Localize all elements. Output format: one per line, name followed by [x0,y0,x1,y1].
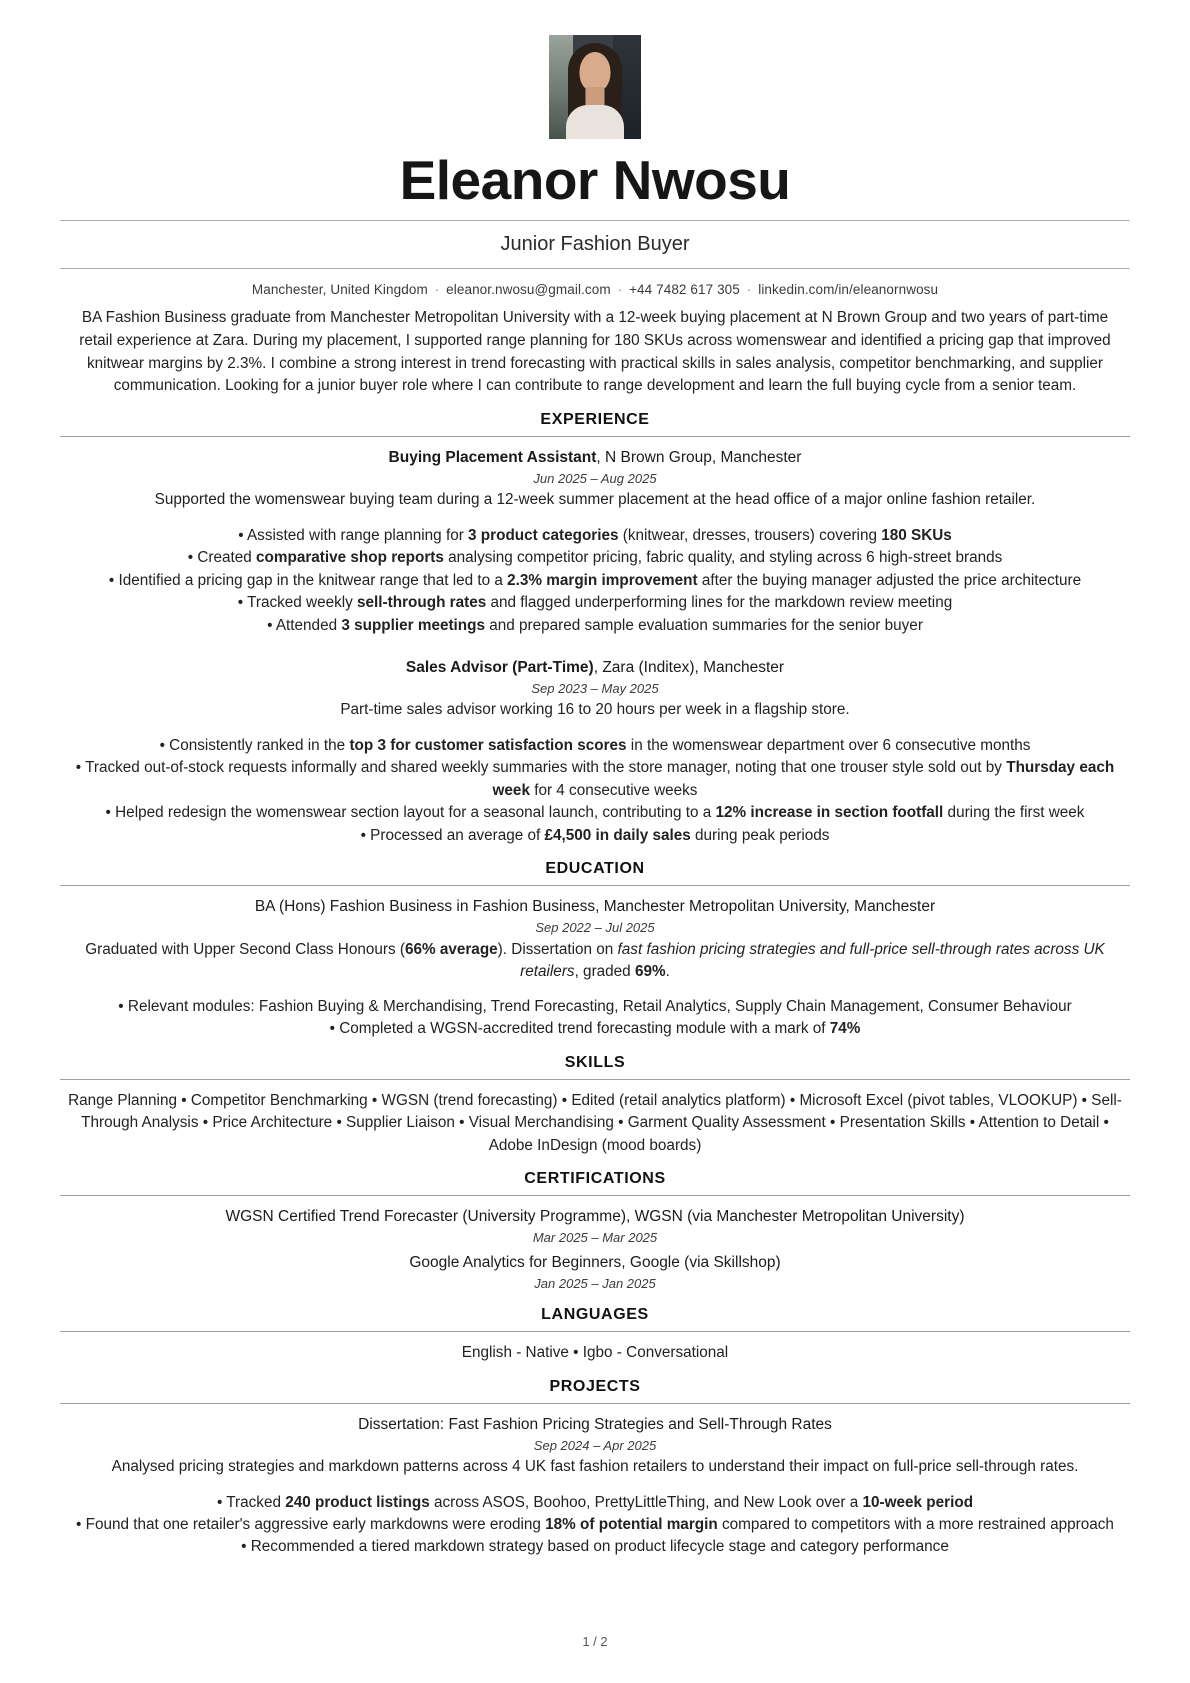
certification-entry [60,1206,1130,1248]
section-rule-certifications [60,1195,1130,1196]
experience-bullets [60,735,1130,847]
list-item: • Recommended a tiered markdown strategy based on product lifecycle stage and category performance [241,1538,949,1556]
project-bullets [60,1492,1130,1559]
project-entry [60,1414,1130,1559]
contact-separator-2: · [617,282,623,298]
experience-company: , N Brown Group, Manchester [596,448,802,466]
professional-summary: BA Fashion Business graduate from Manchester Metropolitan University with a 12-week buying placement at N Brown Group and two years of part-time retail experience at Zara. During my placement, I supported range planning for 180 SKUs across womenswear and identified a pricing gap that improved knitwear margins by 2.3%. I combine a strong interest in trend forecasting with practical skills in sales analysis, competitor benchmarking, and supplier communication. Looking for a junior buyer role where I can contribute to range development and learn the full buying cycle from a senior team. [79,309,1111,395]
section-heading-experience: EXPERIENCE [540,410,650,428]
page-indicator: 1 / 2 [582,1634,608,1649]
section-rule-experience [60,436,1130,437]
list-item: • Tracked 240 product listings across ASOS, Boohoo, PrettyLittleThing, and New Look over a 10-week period [216,1493,974,1511]
contact-location: Manchester, United Kingdom [251,282,428,298]
contact-separator-3: · [746,282,752,298]
languages-list: English - Native • Igbo - Conversational [461,1344,729,1362]
list-item: • Tracked weekly sell-through rates and flagged underperforming lines for the markdown review meeting [237,594,953,612]
education-bullets [60,996,1130,1041]
job-headline: Junior Fashion Buyer [500,233,690,256]
experience-entry [60,657,1130,847]
list-item: • Attended 3 supplier meetings and prepared sample evaluation summaries for the senior buyer [267,616,923,634]
experience-description: Part-time sales advisor working 16 to 20 hours per week in a flagship store. [340,701,850,719]
photo-face [580,52,611,92]
section-heading-education: EDUCATION [545,860,645,878]
experience-bullets [60,525,1130,637]
certification-name: WGSN Certified Trend Forecaster (University Programme), WGSN (via Manchester Metropolitan University) [225,1208,965,1226]
list-item: • Consistently ranked in the top 3 for customer satisfaction scores in the womenswear department over 6 consecutive months [159,736,1031,754]
list-item: • Processed an average of £4,500 in daily sales during peak periods [360,826,830,844]
contact-email[interactable]: eleanor.nwosu@gmail.com [446,282,611,298]
experience-entry [60,447,1130,637]
education-description: Graduated with Upper Second Class Honours (66% average). Dissertation on fast fashion pricing strategies and full-price sell-through rates across UK retailers, graded 69%. [85,940,1105,980]
experience-dates: Sep 2023 – May 2025 [531,680,659,696]
list-item: • Tracked out-of-stock requests informally and shared weekly summaries with the store manager, noting that one trouser style sold out by Thursday each week for 4 consecutive weeks [75,759,1115,799]
section-rule-languages [60,1331,1130,1332]
contact-phone[interactable]: +44 7482 617 305 [629,282,740,298]
section-rule-projects [60,1403,1130,1404]
spacer [60,641,1130,657]
education-degree: BA (Hons) Fashion Business in Fashion Business, Manchester Metropolitan University, Manchester [254,898,936,916]
list-item: • Helped redesign the womenswear section layout for a seasonal launch, contributing to a 12% increase in section footfall during the first week [105,804,1085,822]
section-heading-languages: LANGUAGES [541,1306,649,1324]
profile-photo-wrap [60,35,1130,139]
contact-linkedin[interactable]: linkedin.com/in/eleanornwosu [758,282,939,298]
photo-neck [586,87,605,107]
project-dates: Sep 2024 – Apr 2025 [533,1437,657,1453]
experience-entry-title [60,447,1130,469]
experience-company: , Zara (Inditex), Manchester [593,658,785,676]
section-rule-education [60,885,1130,886]
skills-list: Range Planning • Competitor Benchmarking • WGSN (trend forecasting) • Edited (retail analytics platform) • Microsoft Excel (pivot tables, VLOOKUP) • Sell-Through Analysis • Price Architecture • Supplier Liaison • Visual Merchandising • Garment Quality Assessment • Presentation Skills • Attention to Detail • Adobe InDesign (mood boards) [68,1091,1122,1154]
page-title: Eleanor Nwosu [399,149,791,211]
contact-separator-1: · [434,282,440,298]
certification-entry [60,1252,1130,1294]
experience-entry-title [60,657,1130,679]
contact-line [60,269,1130,307]
list-item: • Created comparative shop reports analysing competitor pricing, fabric quality, and styling across 6 high-street brands [187,549,1003,567]
experience-dates: Jun 2025 – Aug 2025 [533,470,657,486]
certification-name: Google Analytics for Beginners, Google (via Skillshop) [409,1253,781,1271]
certification-dates: Jan 2025 – Jan 2025 [534,1275,656,1291]
section-heading-projects: PROJECTS [549,1377,641,1395]
project-name: Dissertation: Fast Fashion Pricing Strategies and Sell-Through Rates [358,1415,832,1433]
avatar [549,35,641,139]
section-rule-skills [60,1079,1130,1080]
section-heading-certifications: CERTIFICATIONS [524,1170,666,1188]
certification-dates: Mar 2025 – Mar 2025 [532,1230,658,1246]
experience-description: Supported the womenswear buying team during a 12-week summer placement at the head office of a major online fashion retailer. [154,491,1036,509]
photo-garment [566,105,624,139]
education-dates: Sep 2022 – Jul 2025 [535,920,655,936]
list-item: • Identified a pricing gap in the knitwear range that led to a 2.3% margin improvement after the buying manager adjusted the price architecture [108,571,1082,589]
list-item: • Assisted with range planning for 3 product categories (knitwear, dresses, trousers) covering 180 SKUs [238,526,952,544]
experience-role: Sales Advisor (Part-Time) [405,658,594,676]
education-entry [60,896,1130,1041]
list-item: • Relevant modules: Fashion Buying & Merchandising, Trend Forecasting, Retail Analytics, Supply Chain Management, Consumer Behaviour [118,997,1072,1015]
experience-role: Buying Placement Assistant [388,448,597,466]
list-item: • Completed a WGSN-accredited trend forecasting module with a mark of 74% [329,1020,861,1038]
list-item: • Found that one retailer's aggressive early markdowns were eroding 18% of potential margin compared to competitors with a more restrained approach [76,1515,1114,1533]
project-description: Analysed pricing strategies and markdown patterns across 4 UK fast fashion retailers to understand their impact on full-price sell-through rates. [111,1458,1079,1476]
section-heading-skills: SKILLS [564,1053,626,1071]
